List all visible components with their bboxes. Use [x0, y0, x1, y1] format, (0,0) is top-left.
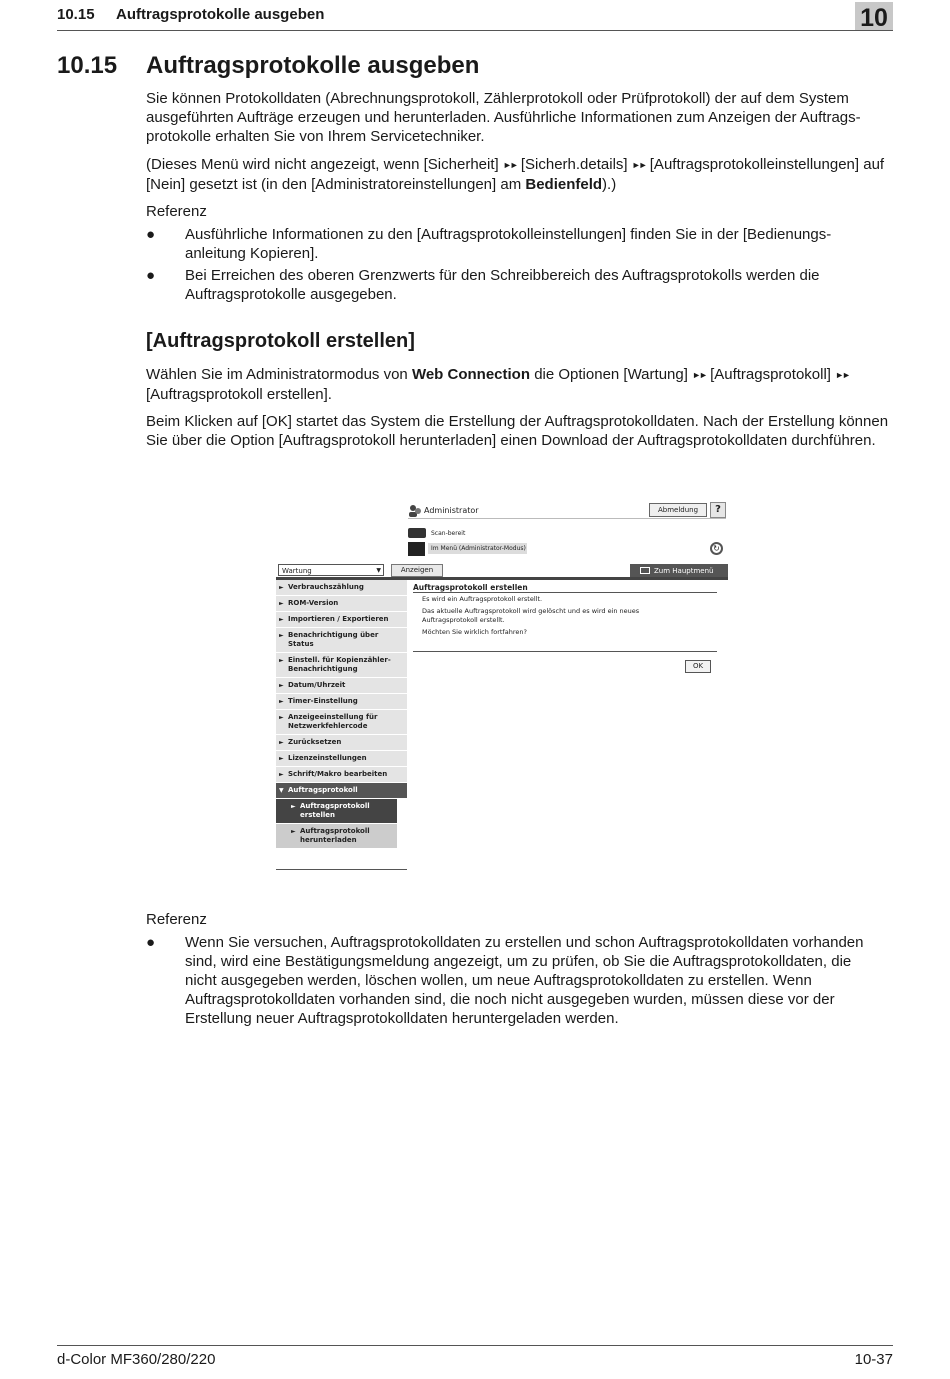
reference-bullet-text: Ausführliche Informationen zu den [Auftragsprotokolleinstellungen] finden Sie in der [Bedienungs-anleitung Kopieren].	[185, 226, 832, 262]
sidebar-item-label: Zurücksetzen	[288, 738, 342, 746]
scanner-icon	[408, 528, 426, 538]
chapter-number-box: 10	[855, 2, 893, 30]
sidebar-item[interactable]	[276, 751, 407, 767]
footer-divider	[57, 1345, 893, 1346]
sidebar-item-label: Anzeigeeinstellung für Netzwerkfehlercode	[288, 713, 378, 730]
sidebar-item[interactable]	[276, 694, 407, 710]
sidebar-item-label: Importieren / Exportieren	[288, 615, 389, 623]
triangle-right-icon: ►	[279, 657, 284, 664]
bullet-icon: ●	[146, 226, 156, 243]
panel-text: Möchten Sie wirklich fortfahren?	[422, 628, 527, 636]
mode-indicator: Im Menü (Administrator-Modus)	[428, 543, 527, 554]
instruction-bold-term: Web Connection	[411, 366, 531, 383]
triangle-down-icon: ▼	[279, 787, 284, 794]
heading-number: 10.15	[57, 52, 118, 79]
note-text-3: [Auftragsprotokolleinstellungen] auf [Nein] gesetzt ist (in den [Administratoreinstellungen] am	[146, 156, 885, 193]
panel-text: Das aktuelle Auftragsprotokoll wird gelöscht und es wird ein neues Auftragsprotokoll erstellt.	[422, 607, 640, 624]
reference-bullet-item	[146, 225, 894, 265]
reference-label: Referenz	[146, 911, 207, 928]
triangle-right-icon: ►	[291, 803, 296, 810]
triangle-right-icon: ►	[279, 771, 284, 778]
running-header	[57, 0, 893, 31]
instruction-text-1: Wählen Sie im Administratormodus von	[146, 366, 408, 383]
chevron-down-icon: ▼	[376, 567, 381, 574]
bullet-icon: ●	[146, 934, 156, 951]
triangle-right-icon: ►	[279, 755, 284, 762]
sidebar-item-active[interactable]	[276, 783, 407, 799]
sidebar-item[interactable]	[276, 653, 407, 678]
ok-paragraph: Beim Klicken auf [OK] startet das System die Erstellung der Auftragsprotokolldaten. Nach der Erstellung können Sie über die Option [Auftragsprotokoll herunterladen] einen Download der Auftragsprotokolldaten durchführen.	[146, 413, 889, 449]
sidebar-subitem-label: Auftragsprotokoll erstellen	[300, 802, 370, 819]
note-text-1: (Dieses Menü wird nicht angezeigt, wenn [Sicherheit]	[146, 156, 499, 173]
sidebar-item-label: Verbrauchszählung	[288, 583, 364, 591]
panel-title: Auftragsprotokoll erstellen	[413, 583, 528, 592]
sidebar-item[interactable]	[276, 628, 407, 653]
show-button[interactable]: Anzeigen	[391, 564, 443, 577]
divider	[413, 592, 717, 593]
note-text-2: [Sicherh.details]	[520, 156, 628, 173]
note-text-4: ).)	[602, 176, 617, 193]
sidebar	[276, 580, 407, 849]
header-section-title: Auftragsprotokolle ausgeben	[116, 6, 325, 23]
subsection-heading: [Auftragsprotokoll erstellen]	[146, 330, 415, 352]
category-select[interactable]	[278, 564, 384, 576]
triangle-right-icon: ►	[279, 698, 284, 705]
reference-bullet-text: Wenn Sie versuchen, Auftragsprotokolldaten zu erstellen und schon Auftragsprotokolldaten vorhanden sind, wird eine Bestätigungsmeldung angezeigt, um zu prüfen, ob Sie die Auftragsprotokolldaten, die nicht ausgegeben werden, löschen wollen, um neue Auftragsprotokolldaten zu erstellen. Wenn Auftragsprotokolldaten vorhanden sind, die noch nicht ausgegeben wurden, müssen diese vor der Erstellung neuer Auftragsprotokolldaten heruntergeladen werden.	[185, 934, 864, 1027]
scan-status: Scan-bereit	[431, 530, 466, 537]
sidebar-item-label: Schrift/Makro bearbeiten	[288, 770, 388, 778]
divider	[413, 651, 717, 652]
reference-bullet-text: Bei Erreichen des oberen Grenzwerts für den Schreibbereich des Auftragsprotokolls werden die Auftragsprotokolle ausgegeben.	[185, 267, 820, 303]
double-arrow-icon: ►►	[835, 370, 849, 380]
triangle-right-icon: ►	[279, 682, 284, 689]
sidebar-subitem-label: Auftragsprotokoll herunterladen	[300, 827, 370, 844]
double-arrow-icon: ►►	[631, 160, 646, 170]
sidebar-item-label: Lizenzeinstellungen	[288, 754, 367, 762]
web-connection-screenshot	[276, 500, 728, 872]
sidebar-item[interactable]	[276, 710, 407, 735]
sidebar-item-label: Timer-Einstellung	[288, 697, 358, 705]
triangle-right-icon: ►	[279, 739, 284, 746]
main-menu-button[interactable]	[630, 564, 728, 578]
sidebar-item[interactable]	[276, 735, 407, 751]
reference-bullet-item	[146, 266, 894, 306]
help-button[interactable]: ?	[710, 502, 726, 518]
triangle-right-icon: ►	[279, 600, 284, 607]
instruction-paragraph	[146, 365, 894, 404]
sidebar-item[interactable]	[276, 678, 407, 694]
sidebar-item-label: Einstell. für Kopienzähler-Benachrichtigung	[288, 656, 391, 673]
triangle-right-icon: ►	[291, 828, 296, 835]
header-section-number: 10.15	[57, 6, 95, 23]
administrator-label: Administrator	[424, 506, 479, 515]
double-arrow-icon: ►►	[692, 370, 706, 380]
triangle-right-icon: ►	[279, 616, 284, 623]
main-menu-icon	[640, 567, 650, 574]
sidebar-item-label: ROM-Version	[288, 599, 339, 607]
panel-text: Es wird ein Auftragsprotokoll erstellt.	[422, 595, 543, 603]
reference-label: Referenz	[146, 203, 207, 220]
bullet-icon: ●	[146, 267, 156, 284]
logout-button[interactable]: Abmeldung	[649, 503, 707, 517]
sidebar-item-label: Auftragsprotokoll	[288, 786, 358, 794]
footer-model: d-Color MF360/280/220	[57, 1351, 216, 1368]
category-select-value: Wartung	[282, 567, 312, 575]
instruction-text-4: [Auftragsprotokoll erstellen].	[146, 386, 332, 403]
reference-bullet-item	[146, 933, 894, 1033]
sidebar-item[interactable]	[276, 767, 407, 783]
sidebar-item[interactable]	[276, 580, 407, 596]
double-arrow-icon: ►►	[502, 160, 517, 170]
divider	[408, 518, 726, 519]
sidebar-item-label: Benachrichtigung über Status	[288, 631, 379, 648]
instruction-text-3: [Auftragsprotokoll]	[710, 366, 831, 383]
sidebar-subitem-active[interactable]	[276, 799, 397, 824]
divider	[276, 869, 407, 870]
sidebar-item[interactable]	[276, 612, 407, 628]
triangle-right-icon: ►	[279, 714, 284, 721]
main-menu-label: Zum Hauptmenü	[654, 567, 714, 575]
note-paragraph	[146, 155, 894, 194]
device-box-icon	[408, 542, 425, 556]
note-bold-term: Bedienfeld	[525, 176, 603, 193]
intro-paragraph: Sie können Protokolldaten (Abrechnungsprotokoll, Zählerprotokoll oder Prüfprotokoll) der auf dem System ausgeführten Aufträge erzeugen und herunterladen. Ausführliche Informationen zum Anzeigen der Auftrags-protokolle erhalten Sie von Ihrem Servicetechniker.	[146, 90, 861, 145]
sidebar-item[interactable]	[276, 596, 407, 612]
footer-page-number: 10-37	[854, 1351, 893, 1368]
sidebar-item-label: Datum/Uhrzeit	[288, 681, 346, 689]
sidebar-subitem[interactable]	[276, 824, 397, 849]
ok-button[interactable]: OK	[685, 660, 711, 673]
triangle-right-icon: ►	[279, 584, 284, 591]
page-title: Auftragsprotokolle ausgeben	[146, 52, 480, 79]
refresh-icon[interactable]: ↻	[710, 542, 723, 555]
administrator-icon	[408, 504, 422, 518]
triangle-right-icon: ►	[279, 632, 284, 639]
instruction-text-2: die Optionen [Wartung]	[534, 366, 688, 383]
